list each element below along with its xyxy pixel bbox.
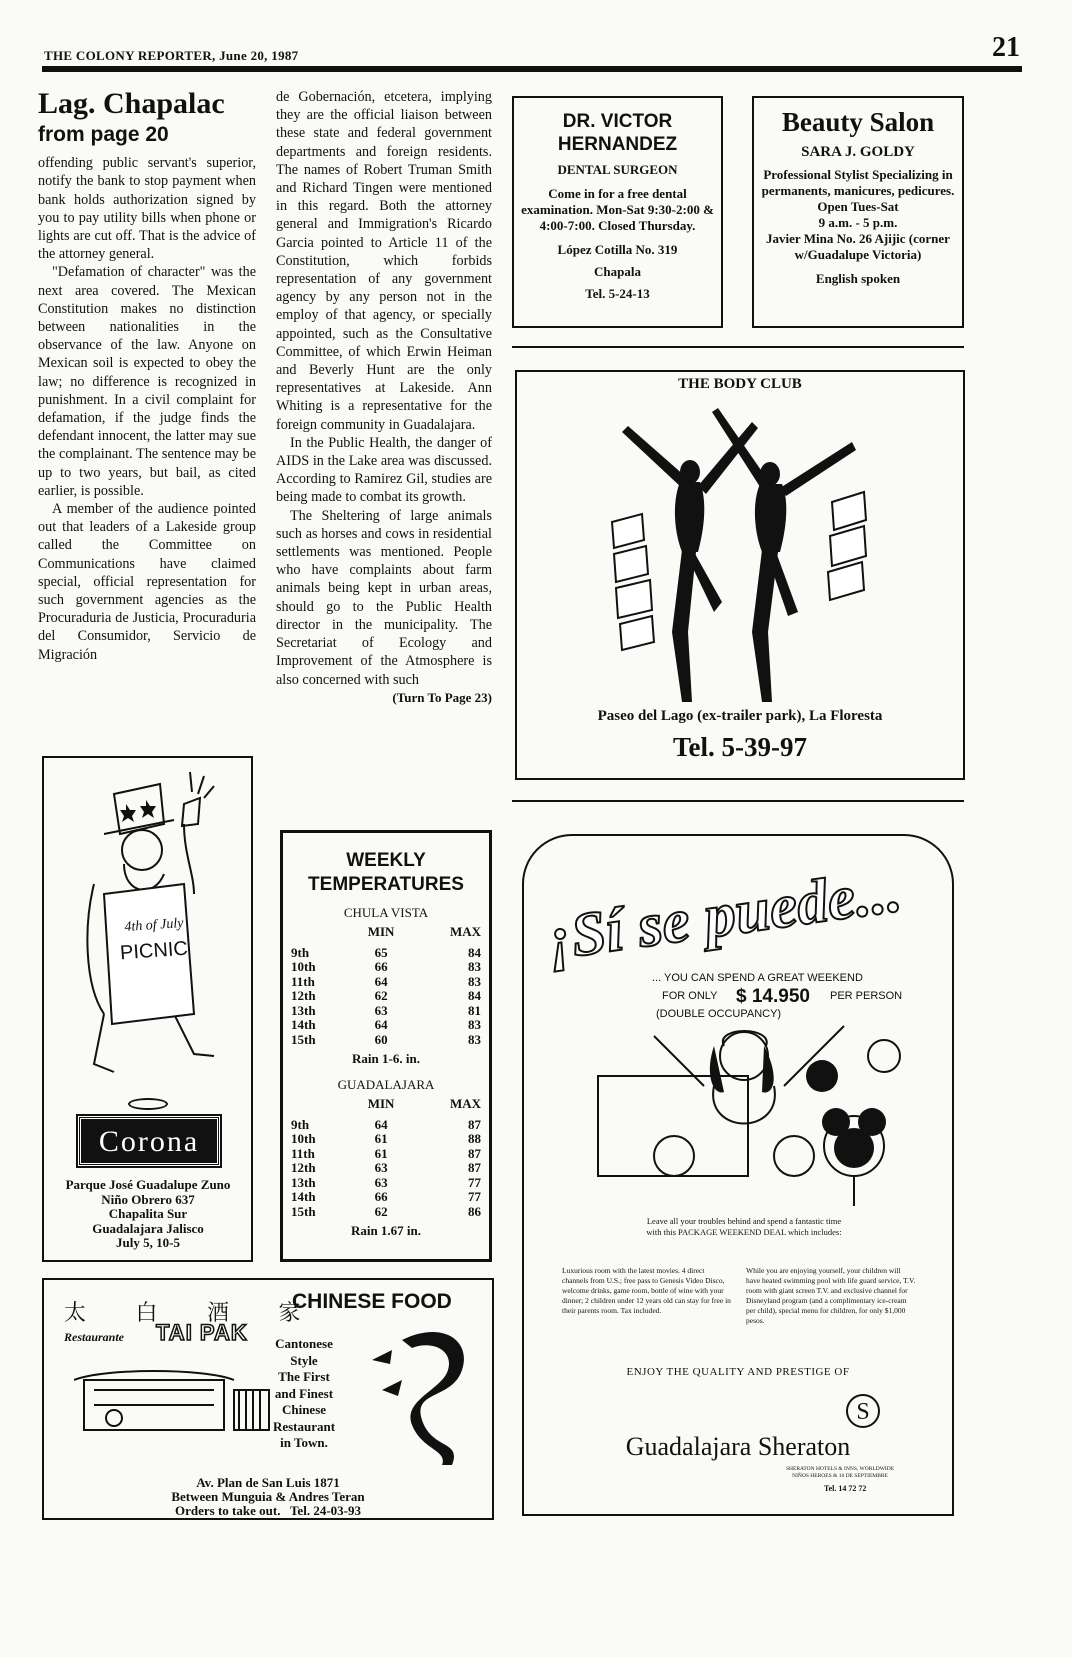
table-row: 10th 61 88 bbox=[291, 1131, 481, 1146]
description-line: in Town. bbox=[280, 1435, 328, 1450]
temps-table-guadalajara bbox=[291, 1097, 481, 1219]
restaurant-building-illustration bbox=[74, 1360, 274, 1435]
sheraton-phone: Tel. 14 72 72 bbox=[824, 1484, 867, 1493]
salon-hours-days: Open Tues-Sat bbox=[817, 199, 899, 214]
max-header: MAX bbox=[449, 924, 481, 939]
description-line: Style bbox=[290, 1352, 318, 1368]
sheraton-tagline: ENJOY THE QUALITY AND PRESTIGE OF bbox=[626, 1366, 850, 1378]
sheraton-fine-print bbox=[750, 1466, 930, 1480]
city-name: CHULA VISTA bbox=[343, 905, 429, 920]
picnic-detail-line: Parque José Guadalupe Zuno bbox=[65, 1177, 231, 1192]
weekly-temperatures-box bbox=[280, 830, 492, 1262]
picnic-sign-line2: PICNIC bbox=[119, 937, 189, 965]
rain-total: Rain 1-6. in. bbox=[352, 1051, 420, 1066]
sheraton-hotel-name: Guadalajara Sheraton bbox=[625, 1432, 851, 1461]
table-row: 13th 63 77 bbox=[291, 1174, 481, 1190]
fine-print-line: NIÑOS HEROES & 16 DE SEPTIEMBRE bbox=[792, 1473, 888, 1479]
salon-title: Beauty Salon bbox=[781, 107, 935, 137]
table-row: 10th 66 83 bbox=[291, 959, 481, 974]
continued-note: (Turn To Page 23) bbox=[392, 689, 492, 705]
temps-title-line2: TEMPERATURES bbox=[308, 874, 464, 895]
promo-occupancy: (DOUBLE OCCUPANCY) bbox=[656, 1008, 782, 1020]
article-subtitle: from page 20 bbox=[38, 123, 169, 146]
table-row: 15th 62 86 bbox=[291, 1203, 481, 1219]
article-paragraph: In the Public Health, the danger of AIDS in the Lake area was discussed. According to Ramirez Gil, studies are being made to combat its growth. bbox=[276, 434, 492, 506]
description-line: Restaurant bbox=[272, 1418, 336, 1434]
divider bbox=[512, 346, 964, 348]
picnic-detail-line: Guadalajara Jalisco bbox=[92, 1220, 204, 1236]
rain-total: Rain 1.67 in. bbox=[350, 1223, 422, 1238]
salon-language: English spoken bbox=[815, 271, 901, 286]
page-number: 21 bbox=[992, 32, 1020, 63]
header-rule bbox=[42, 66, 1022, 72]
picnic-detail-line: Chapalita Sur bbox=[108, 1206, 188, 1221]
doctor-specialty: DENTAL SURGEON bbox=[557, 162, 678, 177]
promo-price: $ 14.950 bbox=[736, 986, 810, 1007]
body-club-address: Paseo del Lago (ex-trailer park), La Floresta bbox=[597, 708, 883, 724]
city-name: GUADALAJARA bbox=[337, 1077, 435, 1092]
article-paragraph: "Defamation of character" was the next area covered. The Mexican Constitution makes no distinction between nationalities in the observance of the law. Anyone on Mexican soil is expected to obey the law; no difference is recognized in punishment. In a civil complaint for defamation, if the judge finds the defendant innocent, the latter may sue the complainant. The sentence may be up to two years, but bail, as cited earlier, is possible. bbox=[38, 264, 256, 499]
table-row: 9th 65 84 bbox=[291, 944, 481, 960]
chinese-restaurant-ad bbox=[42, 1278, 494, 1520]
salon-owner: SARA J. GOLDY bbox=[801, 144, 915, 160]
family-illustration bbox=[594, 1016, 914, 1211]
description-line: The First bbox=[278, 1369, 330, 1384]
chinese-characters: 太 白 酒 家 bbox=[64, 1300, 323, 1325]
promo-per-person: PER PERSON bbox=[830, 990, 903, 1002]
article-paragraph: offending public servant's superior, notify the bank to stop payment when bank holds authorization signed by you to pay utility bills when phone or lights are cut off. That is the advice of the attorney general. bbox=[38, 155, 256, 263]
table-row: 11th 64 83 bbox=[291, 973, 481, 989]
doctor-phone: Tel. 5-24-13 bbox=[585, 286, 650, 301]
chinese-description bbox=[254, 1336, 354, 1452]
salon-address: Javier Mina No. 26 Ajijic (corner w/Guadalupe Victoria) bbox=[766, 231, 950, 262]
beauty-salon-ad bbox=[752, 96, 964, 328]
article-column-2 bbox=[276, 88, 492, 707]
dancers-illustration bbox=[602, 402, 882, 707]
doctor-name: DR. VICTOR HERNANDEZ bbox=[557, 111, 678, 155]
temps-title-line1: WEEKLY bbox=[346, 850, 426, 871]
table-row: 15th 60 83 bbox=[291, 1031, 481, 1047]
tai-pak-logo: TAI PAK bbox=[156, 1320, 248, 1345]
si-se-puede-headline: ¡Sí se puede... bbox=[542, 856, 906, 974]
picnic-detail-line: July 5, 10-5 bbox=[116, 1235, 180, 1250]
promo-line2: FOR ONLY bbox=[662, 990, 718, 1002]
table-row: 12th 63 87 bbox=[291, 1160, 481, 1175]
table-row: 11th 61 87 bbox=[291, 1145, 481, 1161]
body-club-phone: Tel. 5-39-97 bbox=[673, 732, 807, 762]
package-intro: Leave all your troubles behind and spend a fantastic time with this PACKAGE WEEKEND DEAL which includes: bbox=[646, 1216, 842, 1237]
doctor-offer: Come in for a free dental examination. Mon-Sat 9:30-2:00 & 4:00-7:00. Closed Thursday. bbox=[521, 186, 714, 233]
salon-hours-time: 9 a.m. - 5 p.m. bbox=[818, 215, 898, 230]
max-header: MAX bbox=[449, 1096, 481, 1111]
doctor-address: López Cotilla No. 319 bbox=[557, 242, 678, 257]
table-row: 14th 66 77 bbox=[291, 1189, 481, 1204]
salon-description: Professional Stylist Specializing in permanents, manicures, pedicures. bbox=[761, 167, 955, 198]
package-left-column: Luxurious room with the latest movies. 4 direct channels from U.S.; free pass to Genesis Video Disco, welcome drinks, game room, bottle of wine with your dinner; 2 children under 12 years old can stay for free in their parents room. Tax included. bbox=[562, 1266, 731, 1315]
restaurante-label: Restaurante bbox=[64, 1330, 125, 1344]
article-paragraph: A member of the audience pointed out that leaders of a Lakeside group called the Committee on Communications have claimed special, official representation for such government agencies as the Procuraduria de Justicia, Procuraduria del Consumidor, Servicio de Migración bbox=[38, 501, 256, 663]
dragon-illustration bbox=[362, 1320, 482, 1470]
table-row: 14th 64 83 bbox=[291, 1017, 481, 1032]
picnic-detail-line: Niño Obrero 637 bbox=[101, 1191, 195, 1207]
package-right-column: While you are enjoying yourself, your children will have heated swimming pool with life guard service, T.V. room with giant screen T.V. and exclusive channel for Disneyland program (and a complimentary ice-cream per child), special menu for children, for only $1,000 pesos. bbox=[746, 1266, 916, 1325]
newspaper-header: THE COLONY REPORTER, June 20, 1987 bbox=[44, 48, 299, 63]
picnic-sign-line1: 4th of July bbox=[123, 915, 184, 936]
chinese-food-title: CHINESE FOOD bbox=[292, 1290, 452, 1313]
article-column-1 bbox=[38, 88, 256, 664]
temps-table-chula-vista bbox=[291, 925, 481, 1047]
description-line: and Finest bbox=[274, 1385, 334, 1401]
article-paragraph: de Gobernación, etcetera, implying they are the official liaison between these state and federal government departments and foreign residents. The names of Robert Truman Smith and Richard Tingen were mentioned in this regard. Both the attorney general and Immigration's Ricardo Garcia pointed to Article 11 of the Constitution, which forbids representation of any government agency by any person not in the employ of that agency, or specially appointed, such as the Consultative Committee, of which Erwin Heiman and Beverly Hunt are the only representatives at Lakeside. Ann Whiting is a representative for the foreign community in Guadalajara. bbox=[276, 89, 492, 433]
body-club-title: THE BODY CLUB bbox=[678, 376, 802, 392]
picnic-ad bbox=[42, 756, 253, 1262]
sheraton-ad bbox=[522, 834, 954, 1516]
fine-print-line: SHERATON HOTELS & INNS, WORLDWIDE bbox=[785, 1466, 895, 1472]
article-paragraph: The Sheltering of large animals such as horses and cows in residential settlements was mentioned. People who have complaints about farm animals being kept in urban areas, should go to the Public Health director in the municipality. The Secretariat of Ecology and Improvement of the Atmosphere is also concerned with such bbox=[276, 507, 492, 688]
chinese-takeout-phone: Orders to take out. Tel. 24-03-93 bbox=[175, 1503, 361, 1518]
corona-logo: Corona bbox=[78, 1116, 220, 1166]
crown-icon bbox=[128, 1098, 168, 1110]
sheraton-s-logo-icon: S bbox=[846, 1394, 880, 1428]
chinese-cross-streets: Between Munguia & Andres Teran bbox=[171, 1489, 365, 1504]
promo-line1: ... YOU CAN SPEND A GREAT WEEKEND bbox=[652, 972, 863, 984]
min-header: MIN bbox=[367, 924, 395, 939]
article-title: Lag. Chapalac bbox=[38, 87, 225, 120]
chinese-address: Av. Plan de San Luis 1871 bbox=[196, 1475, 340, 1490]
body-club-ad bbox=[515, 370, 965, 780]
divider bbox=[512, 800, 964, 802]
table-row: 12th 62 84 bbox=[291, 988, 481, 1003]
description-line: Chinese bbox=[281, 1402, 327, 1417]
description-line: Cantonese bbox=[275, 1336, 333, 1351]
doctor-city: Chapala bbox=[594, 264, 641, 279]
picnic-details bbox=[48, 1178, 248, 1251]
table-row: 9th 64 87 bbox=[291, 1116, 481, 1132]
table-row: 13th 63 81 bbox=[291, 1002, 481, 1018]
min-header: MIN bbox=[367, 1096, 395, 1111]
doctor-ad bbox=[512, 96, 723, 328]
